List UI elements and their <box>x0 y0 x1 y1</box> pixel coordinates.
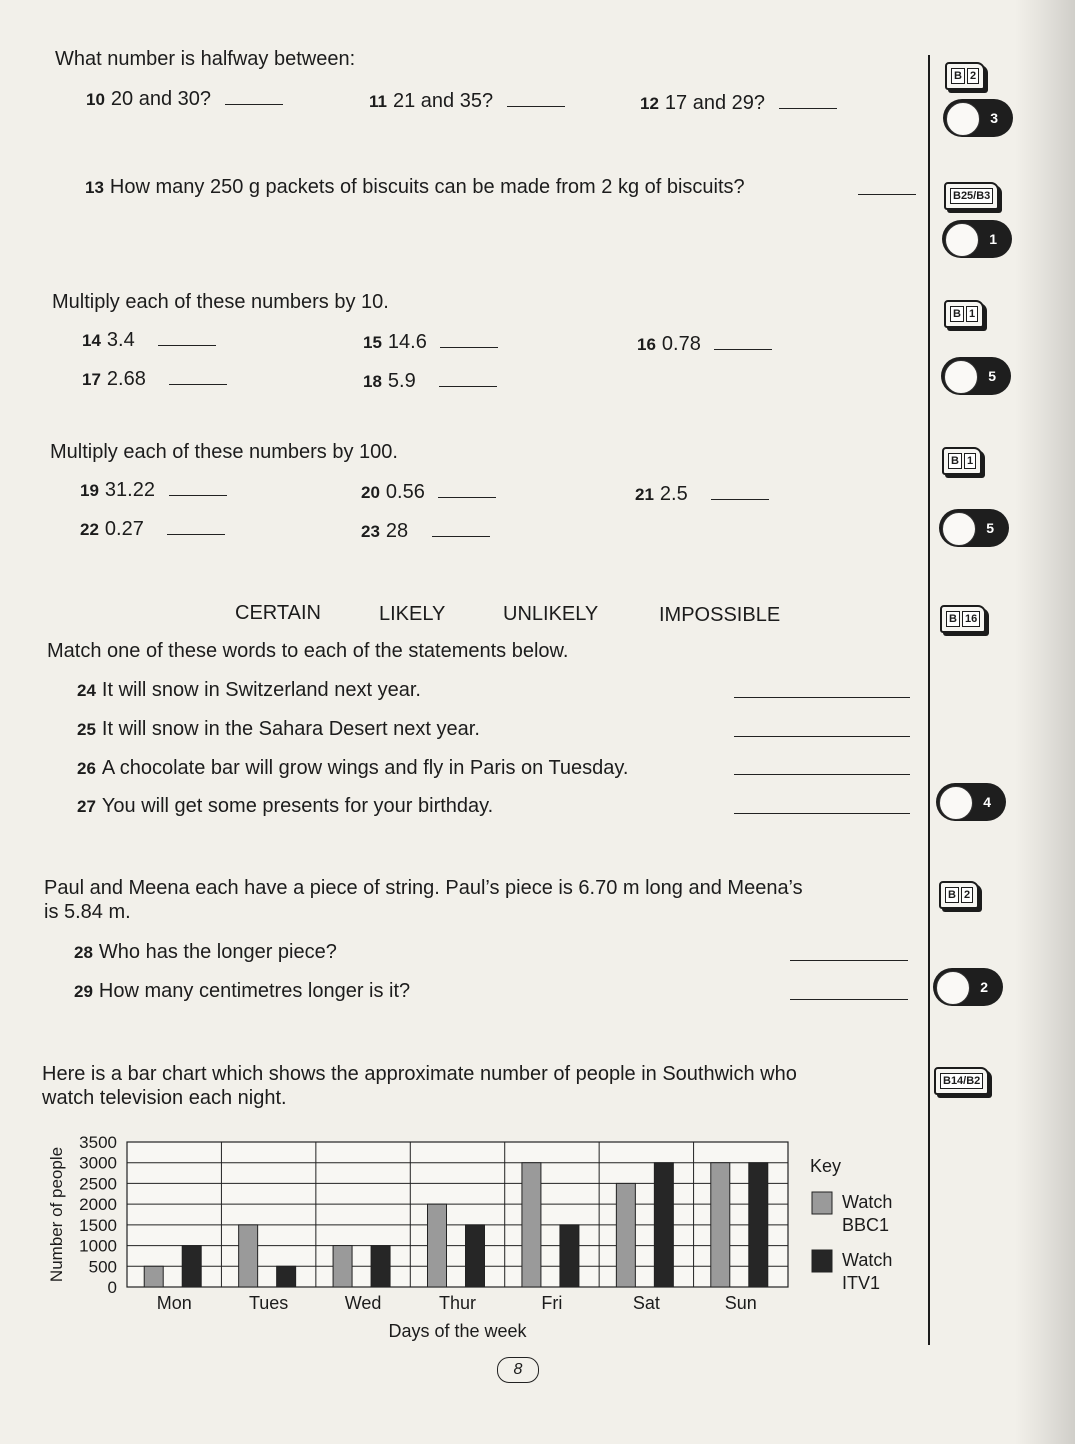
legend-label: ITV1 <box>842 1273 881 1293</box>
question-text: It will snow in Switzerland next year. <box>101 679 421 701</box>
question-number: 23 <box>361 522 380 541</box>
book-reference-6 <box>939 881 979 909</box>
score-circle[interactable] <box>936 971 970 1005</box>
y-tick-label: 0 <box>107 1278 117 1297</box>
question-text: You will get some presents for your birthday. <box>101 795 494 817</box>
question-number: 12 <box>640 94 659 113</box>
question-text: 14.6 <box>387 331 427 353</box>
book-ref-left: B <box>946 611 960 627</box>
question-20 <box>361 481 496 504</box>
question-number: 19 <box>80 481 99 500</box>
question-text: 20 and 30? <box>110 88 212 110</box>
answer-line[interactable] <box>225 103 283 105</box>
word-certain: CERTAIN <box>235 602 321 624</box>
book-ref-right: 16 <box>962 611 980 627</box>
bar-bbc1 <box>239 1225 258 1287</box>
question-15 <box>363 331 498 354</box>
bar-itv1 <box>560 1225 579 1287</box>
question-number: 28 <box>74 943 93 962</box>
answer-line[interactable] <box>734 773 910 775</box>
book-ref-left: B <box>951 68 965 84</box>
question-text: 3.4 <box>106 329 135 351</box>
chart-intro-line1: Here is a bar chart which shows the approximate number of people in Southwich who <box>42 1063 797 1085</box>
question-text: 2.5 <box>659 483 688 505</box>
mult10-heading: Multiply each of these numbers by 10. <box>52 291 389 313</box>
question-19 <box>80 479 227 502</box>
book-reference-3 <box>944 300 984 328</box>
page-number: 8 <box>497 1357 539 1383</box>
score-value: 5 <box>986 520 994 536</box>
bar-itv1 <box>371 1246 390 1287</box>
bar-bbc1 <box>616 1183 635 1287</box>
score-box-1[interactable] <box>942 220 1012 258</box>
score-value: 4 <box>983 794 991 810</box>
answer-line[interactable] <box>440 346 498 348</box>
question-number: 15 <box>363 333 382 352</box>
question-number: 29 <box>74 982 93 1001</box>
question-number: 11 <box>369 92 387 111</box>
book-ref-left: B25/B3 <box>950 188 993 204</box>
question-25 <box>77 718 480 741</box>
score-circle[interactable] <box>939 786 973 820</box>
answer-line[interactable] <box>714 348 772 350</box>
question-number: 21 <box>635 485 654 504</box>
score-value: 3 <box>990 110 998 126</box>
y-tick-label: 2000 <box>79 1195 117 1215</box>
answer-line[interactable] <box>167 533 225 535</box>
question-number: 26 <box>77 759 96 778</box>
question-number: 16 <box>637 335 656 354</box>
answer-line[interactable] <box>734 696 910 698</box>
question-text: 0.56 <box>385 481 425 503</box>
question-text: It will snow in the Sahara Desert next year. <box>101 718 480 740</box>
question-11 <box>369 90 565 113</box>
score-box-5b[interactable] <box>939 509 1009 547</box>
answer-line[interactable] <box>438 496 496 498</box>
halfway-heading: What number is halfway between: <box>55 48 356 70</box>
question-number: 13 <box>85 178 104 197</box>
legend-label: Watch <box>842 1250 893 1270</box>
question-21 <box>635 483 769 506</box>
plot-area <box>127 1142 788 1287</box>
answer-line[interactable] <box>169 383 227 385</box>
book-ref-left: B <box>945 887 959 903</box>
x-axis-label: Days of the week <box>388 1321 527 1341</box>
question-12 <box>640 92 837 115</box>
legend-swatch <box>812 1192 832 1214</box>
bar-bbc1 <box>522 1163 541 1287</box>
answer-line[interactable] <box>711 498 769 500</box>
x-tick-label: Thur <box>438 1293 477 1313</box>
book-ref-right: 1 <box>966 306 978 322</box>
answer-line[interactable] <box>507 105 565 107</box>
y-tick-label: 2500 <box>79 1174 117 1194</box>
book-reference-1 <box>945 62 985 90</box>
question-number: 18 <box>363 372 382 391</box>
answer-line[interactable] <box>734 735 910 737</box>
question-27 <box>77 795 493 818</box>
question-18 <box>363 370 497 393</box>
book-reference-5 <box>940 605 986 633</box>
bar-bbc1 <box>428 1204 447 1287</box>
x-tick-label: Wed <box>344 1293 382 1313</box>
bar-bbc1 <box>333 1246 352 1287</box>
question-text: 31.22 <box>104 479 155 501</box>
book-reference-2 <box>944 182 999 210</box>
score-value: 1 <box>989 231 997 247</box>
y-tick-label: 3000 <box>79 1153 117 1173</box>
question-24 <box>77 679 421 702</box>
question-23 <box>361 520 490 543</box>
question-number: 20 <box>361 483 380 502</box>
question-text: A chocolate bar will grow wings and fly in Paris on Tuesday. <box>101 757 629 779</box>
question-text: How many 250 g packets of biscuits can be made from 2 kg of biscuits? <box>109 176 745 198</box>
bar-itv1 <box>182 1246 201 1287</box>
answer-line[interactable] <box>858 193 916 195</box>
answer-line[interactable] <box>779 107 837 109</box>
score-box-2[interactable] <box>933 968 1003 1006</box>
question-text: 5.9 <box>387 370 416 392</box>
question-text: 0.78 <box>661 333 701 355</box>
question-number: 10 <box>86 90 105 109</box>
score-circle[interactable] <box>944 360 978 394</box>
question-17 <box>82 368 227 391</box>
answer-line[interactable] <box>169 494 227 496</box>
question-number: 27 <box>77 797 96 816</box>
legend-swatch <box>812 1250 832 1272</box>
bar-itv1 <box>466 1225 485 1287</box>
question-16 <box>637 333 772 356</box>
question-text: 2.68 <box>106 368 146 390</box>
question-number: 24 <box>77 681 96 700</box>
y-axis-label: Number of people <box>47 1146 66 1283</box>
page-edge-shadow <box>1015 0 1075 1444</box>
score-box-5a[interactable] <box>941 357 1011 395</box>
book-reference-7 <box>934 1067 989 1095</box>
legend-label: Watch <box>842 1192 893 1212</box>
x-tick-label: Fri <box>541 1293 563 1313</box>
book-ref-left: B <box>950 306 964 322</box>
answer-line[interactable] <box>734 812 910 814</box>
bar-bbc1 <box>711 1163 730 1287</box>
score-value: 5 <box>988 368 996 384</box>
word-impossible: IMPOSSIBLE <box>659 604 781 626</box>
x-tick-label: Sat <box>632 1293 660 1313</box>
answer-line[interactable] <box>158 344 216 346</box>
score-circle[interactable] <box>942 512 976 546</box>
question-text: 17 and 29? <box>664 92 766 114</box>
question-text: 28 <box>385 520 409 542</box>
bar-itv1 <box>277 1266 296 1287</box>
book-ref-right: 2 <box>967 68 979 84</box>
book-reference-4 <box>942 447 982 475</box>
y-tick-label: 1500 <box>79 1215 117 1235</box>
question-number: 22 <box>80 520 99 539</box>
question-28 <box>74 941 337 964</box>
score-circle[interactable] <box>945 223 979 257</box>
x-tick-label: Mon <box>156 1293 192 1313</box>
chart-intro-line2: watch television each night. <box>42 1087 287 1109</box>
x-tick-label: Sun <box>724 1293 757 1313</box>
book-ref-right: 1 <box>964 453 976 469</box>
y-tick-label: 1000 <box>79 1236 117 1256</box>
string-intro-line2: is 5.84 m. <box>44 901 131 923</box>
legend-title: Key <box>810 1156 842 1176</box>
legend-label: BBC1 <box>842 1215 890 1235</box>
bar-chart <box>0 1120 930 1350</box>
word-unlikely: UNLIKELY <box>503 603 599 625</box>
book-ref-left: B <box>948 453 962 469</box>
bar-bbc1 <box>144 1266 163 1287</box>
x-tick-label: Tues <box>248 1293 289 1313</box>
question-text: 21 and 35? <box>392 90 494 112</box>
answer-line[interactable] <box>432 535 490 537</box>
question-text: 0.27 <box>104 518 144 540</box>
book-ref-left: B14/B2 <box>940 1073 983 1089</box>
y-tick-label: 3500 <box>79 1133 117 1152</box>
answer-line[interactable] <box>439 385 497 387</box>
question-text: Who has the longer piece? <box>98 941 337 963</box>
question-29 <box>74 980 410 1003</box>
score-circle[interactable] <box>946 102 980 136</box>
answer-line[interactable] <box>790 998 908 1000</box>
bar-itv1 <box>749 1163 768 1287</box>
question-number: 25 <box>77 720 96 739</box>
answer-line[interactable] <box>790 959 908 961</box>
y-tick-label: 500 <box>88 1257 117 1277</box>
question-number: 17 <box>82 370 101 389</box>
question-26 <box>77 757 628 780</box>
question-13 <box>85 176 745 199</box>
string-intro-line1: Paul and Meena each have a piece of string. Paul’s piece is 6.70 m long and Meena’s <box>44 877 803 899</box>
question-text: How many centimetres longer is it? <box>98 980 411 1002</box>
question-14 <box>82 329 216 352</box>
question-22 <box>80 518 225 541</box>
bar-itv1 <box>654 1163 673 1287</box>
book-ref-right: 2 <box>961 887 973 903</box>
question-number: 14 <box>82 331 101 350</box>
score-value: 2 <box>980 979 988 995</box>
probability-instruction: Match one of these words to each of the statements below. <box>47 640 569 662</box>
question-10 <box>86 88 283 111</box>
word-likely: LIKELY <box>379 603 446 625</box>
mult100-heading: Multiply each of these numbers by 100. <box>50 441 398 463</box>
score-box-4[interactable] <box>936 783 1006 821</box>
score-box-3[interactable] <box>943 99 1013 137</box>
